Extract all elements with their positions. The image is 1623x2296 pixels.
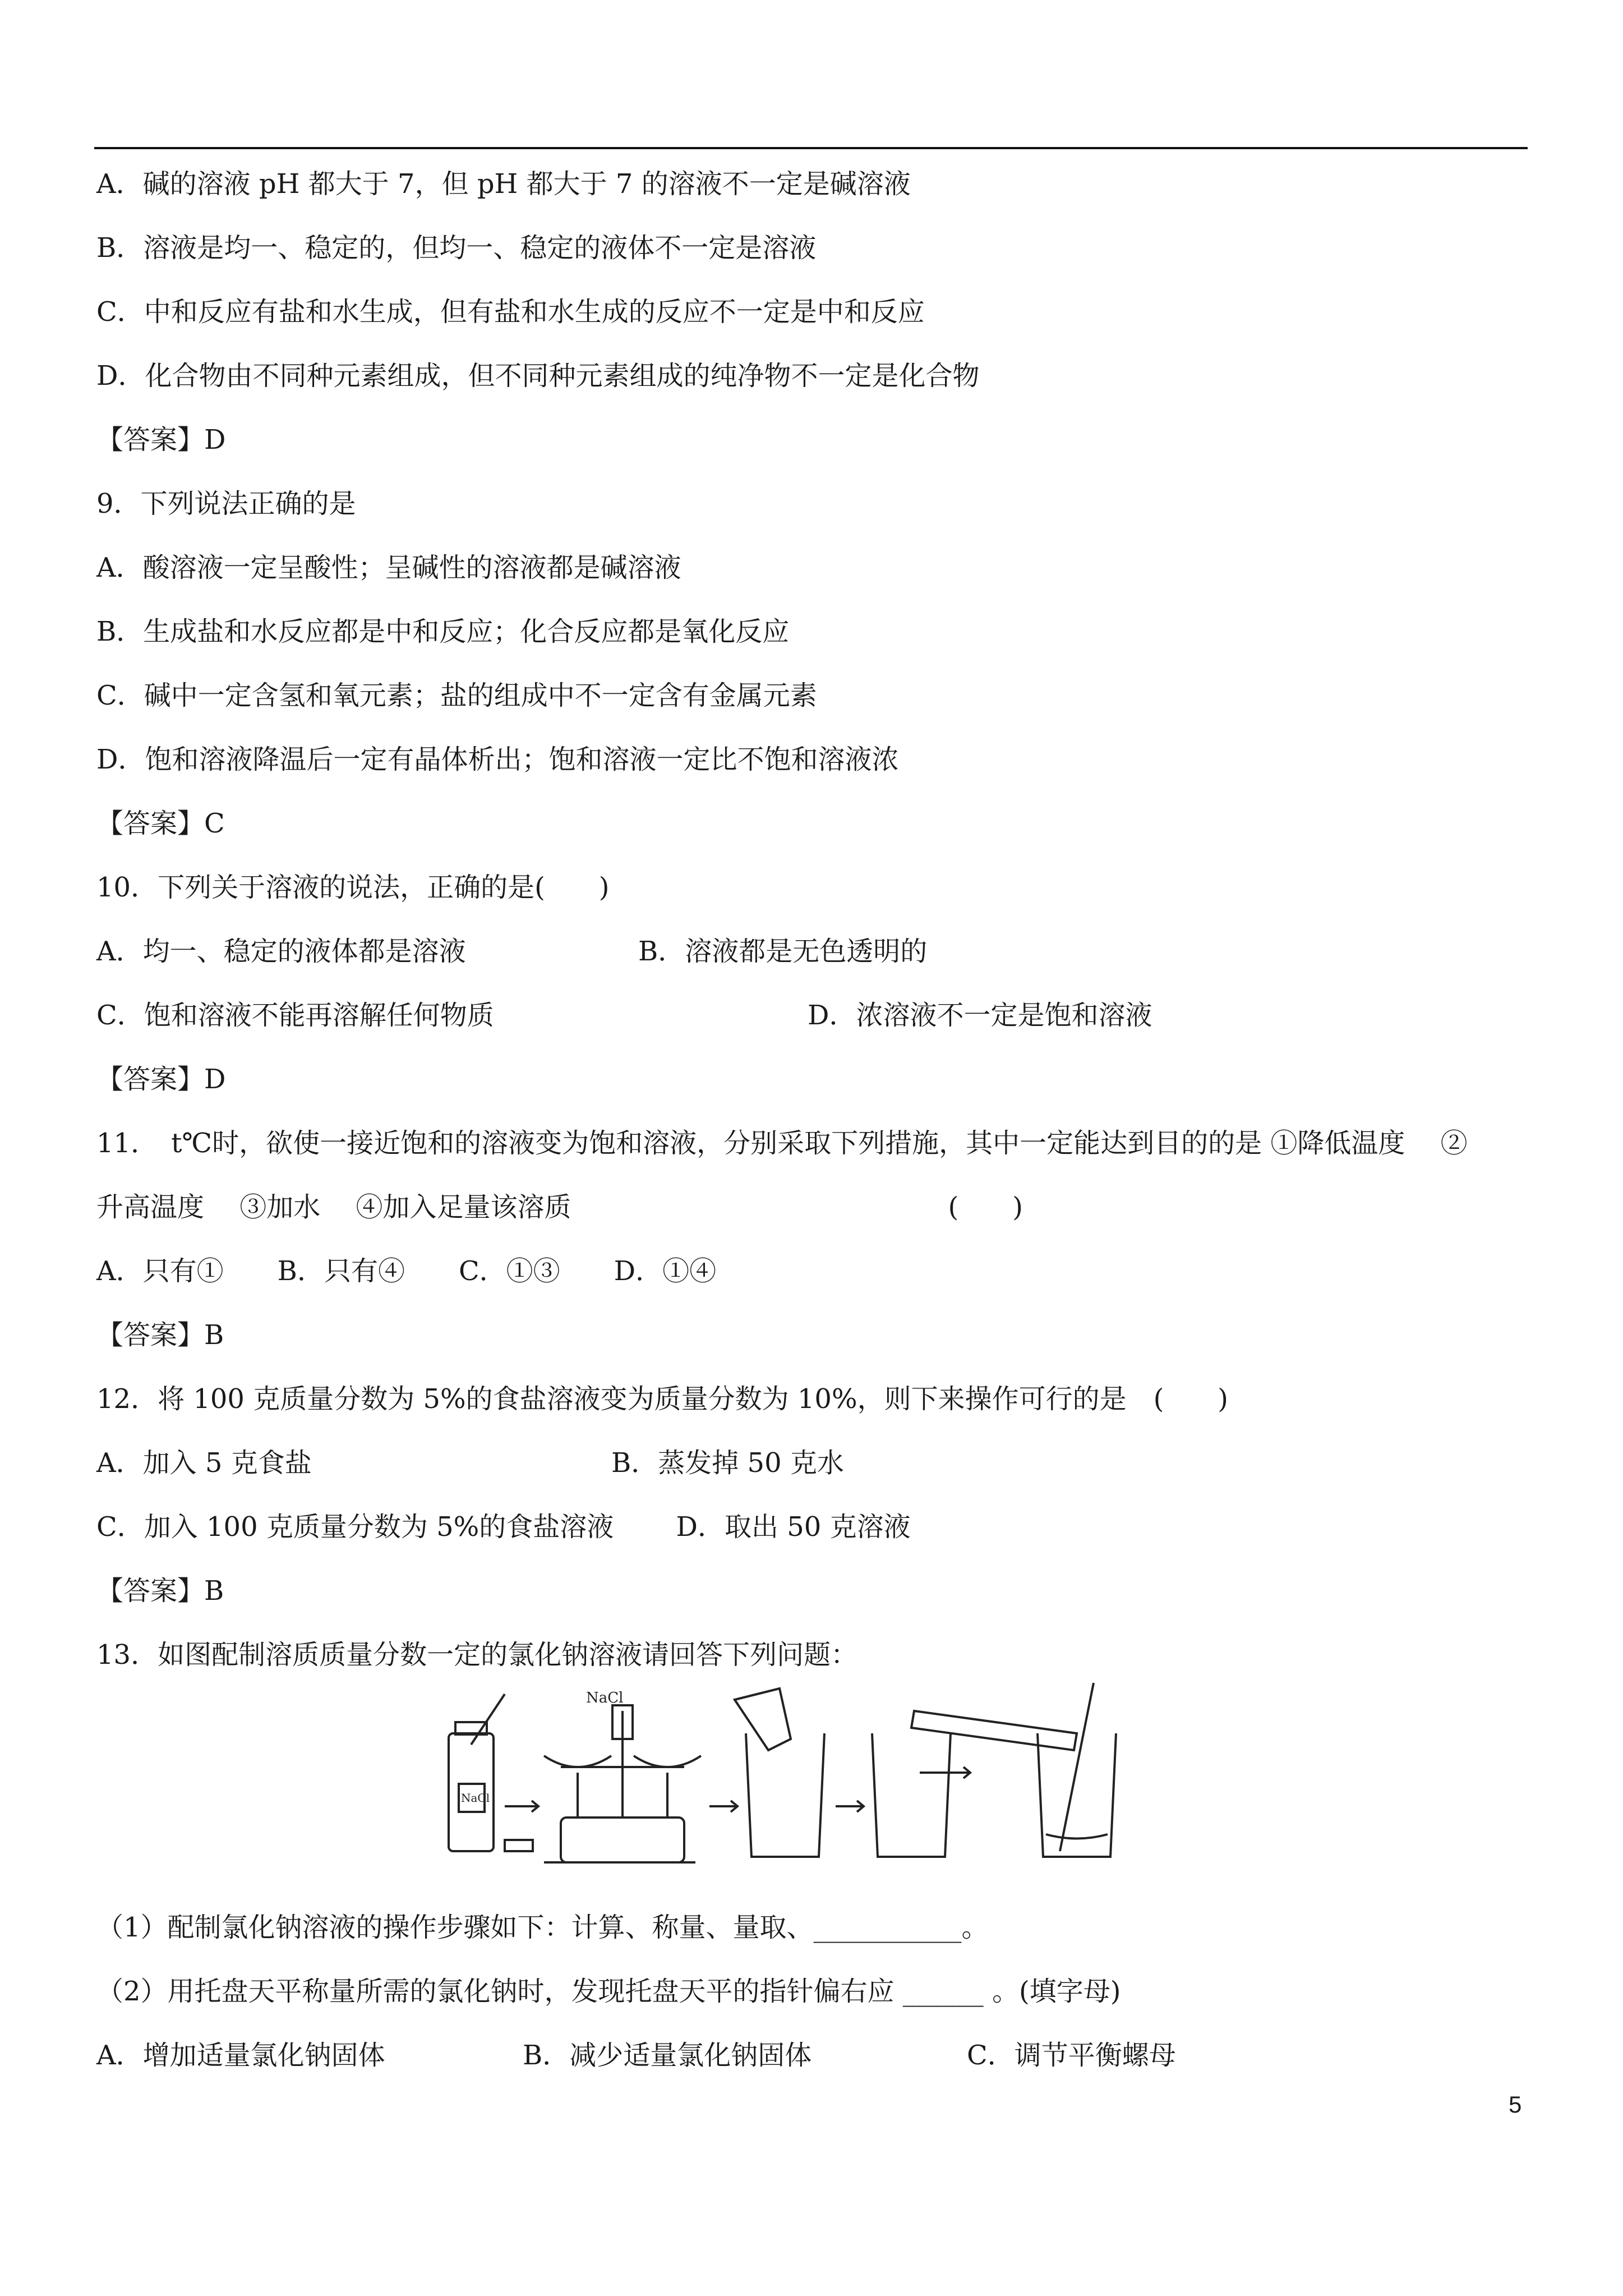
- text-line: D．化合物由不同种元素组成，但不同种元素组成的纯净物不一定是化合物: [96, 360, 980, 392]
- text-line: （1）配制氯化钠溶液的操作步骤如下：计算、称量、量取、___________。: [96, 1912, 989, 1943]
- text-line: A．增加适量氯化钠固体: [96, 2040, 385, 2071]
- text-line: 升高温度 ③加水 ④加入足量该溶质 ( ): [96, 1191, 1023, 1223]
- balance: [544, 1705, 701, 1862]
- text-line: B．生成盐和水反应都是中和反应；化合反应都是氧化反应: [96, 616, 790, 647]
- text-line: 12．将 100 克质量分数为 5%的食盐溶液变为质量分数为 10%，则下来操作可行的是 ( ): [96, 1383, 1229, 1415]
- text-line: （2）用托盘天平称量所需的氯化钠时，发现托盘天平的指针偏右应 ______ 。(填字母): [96, 1976, 1121, 2007]
- text-line-option: C．调节平衡螺母: [967, 2040, 1176, 2071]
- solution-preparation-figure: [432, 1677, 1200, 1868]
- text-line: 【答案】B: [96, 1575, 224, 1607]
- text-line-option: B．减少适量氯化钠固体: [523, 2040, 812, 2071]
- text-line: 9．下列说法正确的是: [96, 488, 356, 519]
- text-line-option: B．蒸发掉 50 克水: [611, 1447, 844, 1479]
- jar-label: NaCl: [461, 1791, 490, 1805]
- text-line: B．溶液是均一、稳定的，但均一、稳定的液体不一定是溶液: [96, 232, 817, 264]
- text-line: 【答案】B: [96, 1319, 224, 1351]
- text-line: C．中和反应有盐和水生成，但有盐和水生成的反应不一定是中和反应: [96, 296, 925, 328]
- text-line: A．只有① B．只有④ C．①③ D．①④: [96, 1255, 717, 1287]
- text-line: C．加入 100 克质量分数为 5%的食盐溶液 D．取出 50 克溶液: [96, 1511, 911, 1543]
- text-line-option: B．溶液都是无色透明的: [638, 936, 928, 967]
- text-line: C．碱中一定含氢和氧元素；盐的组成中不一定含有金属元素: [96, 680, 817, 711]
- text-line: 【答案】D: [96, 424, 226, 455]
- text-line: 11． t℃时，欲使一接近饱和的溶液变为饱和溶液，分别采取下列措施，其中一定能达到目的的是 ①降低温度 ②: [96, 1128, 1468, 1159]
- text-line: 【答案】D: [96, 1064, 226, 1095]
- text-line: A．均一、稳定的液体都是溶液: [96, 936, 466, 967]
- page-number: 5: [1509, 2091, 1522, 2118]
- text-line: 10．下列关于溶液的说法，正确的是( ): [96, 872, 610, 903]
- text-line: A．碱的溶液 pH 都大于 7，但 pH 都大于 7 的溶液不一定是碱溶液: [96, 168, 911, 200]
- text-line: A．酸溶液一定呈酸性；呈碱性的溶液都是碱溶液: [96, 552, 681, 583]
- header-rule: [94, 147, 1528, 149]
- text-line: 【答案】C: [96, 808, 225, 839]
- text-line-option: D．浓溶液不一定是饱和溶液: [808, 1000, 1152, 1031]
- text-line: A．加入 5 克食盐: [96, 1447, 312, 1479]
- text-line: C．饱和溶液不能再溶解任何物质: [96, 1000, 494, 1031]
- text-line: D．饱和溶液降温后一定有晶体析出；饱和溶液一定比不饱和溶液浓: [96, 744, 899, 775]
- nacl-label: NaCl: [586, 1690, 624, 1706]
- text-line: 13．如图配制溶质质量分数一定的氯化钠溶液请回答下列问题：: [96, 1639, 858, 1671]
